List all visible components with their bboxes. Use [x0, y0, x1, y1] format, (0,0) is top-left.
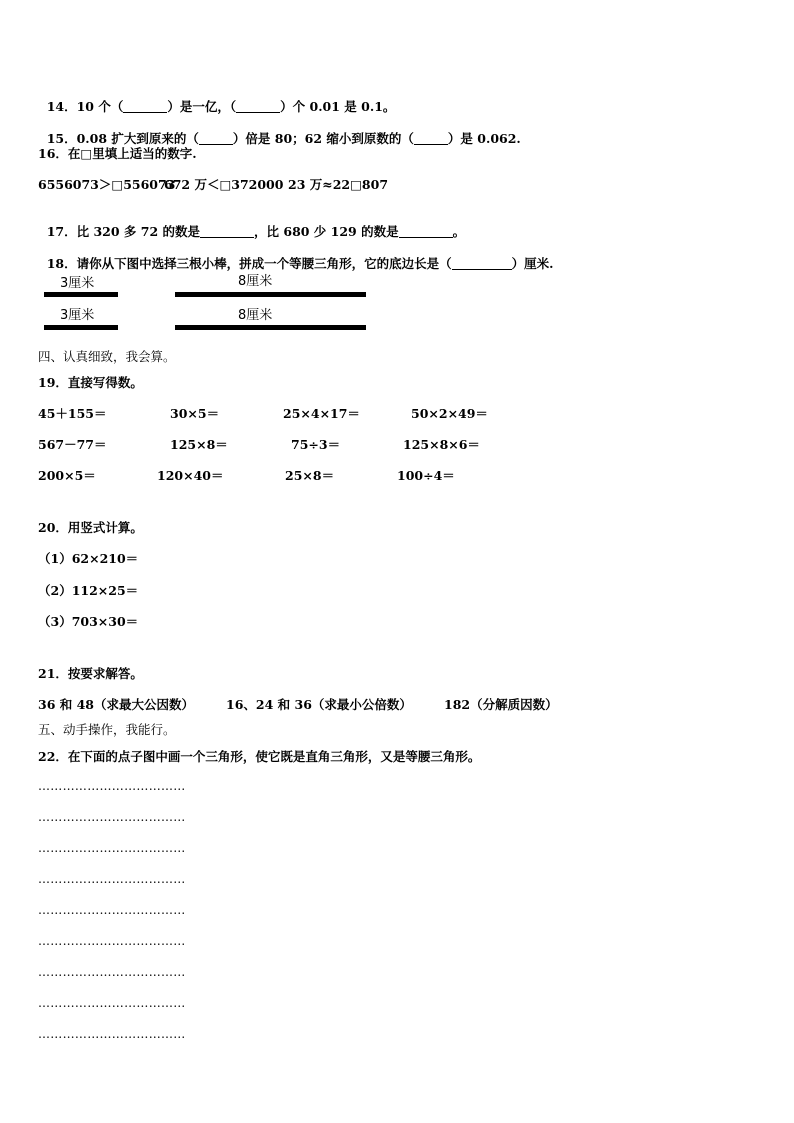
stick-label-3: 3厘米: [60, 308, 95, 323]
q19-r2-c1: 567－77＝: [38, 437, 107, 452]
q15-blank-2[interactable]: [414, 132, 448, 145]
q18-text-a: 18．请你从下图中选择三根小棒，拼成一个等腰三角形，它的底边长是（: [46, 256, 452, 271]
dot-grid-row-8[interactable]: ………………………………: [38, 996, 186, 1010]
question-15: [38, 115, 521, 147]
q19-r1-c1: 45＋155＝: [38, 406, 107, 421]
q14-text-c: ）个 0.01 是 0.1。: [280, 99, 396, 114]
dot-grid-row-1[interactable]: ………………………………: [38, 779, 186, 793]
dot-grid-row-2[interactable]: ………………………………: [38, 810, 186, 824]
q21-item-3: 182（分解质因数）: [444, 697, 558, 712]
q14-blank-1[interactable]: [123, 100, 167, 113]
q16-item-2: 672 万＜□372000: [164, 177, 284, 192]
question-14: [38, 83, 395, 115]
q18-blank[interactable]: [452, 257, 512, 270]
stick-3: [44, 325, 118, 330]
q19-r3-c3: 25×8＝: [285, 468, 335, 483]
q19-r3-c1: 200×5＝: [38, 468, 96, 483]
q19-r3-c2: 120×40＝: [157, 468, 224, 483]
q17-blank-2[interactable]: [399, 225, 453, 238]
q15-blank-1[interactable]: [199, 132, 233, 145]
question-20-title: 20．用竖式计算。: [38, 520, 143, 535]
question-17: [38, 208, 465, 240]
stick-1: [44, 292, 118, 297]
q17-text-c: 。: [452, 224, 466, 239]
q20-item-3: （3）703×30＝: [38, 614, 139, 629]
q15-text-c: ）是 0.062.: [447, 131, 521, 146]
section-4-heading: 四、认真细致，我会算。: [38, 349, 176, 364]
q21-item-1: 36 和 48（求最大公因数）: [38, 697, 194, 712]
q15-text-b: ）倍是 80；62 缩小到原数的（: [232, 131, 414, 146]
q19-r1-c4: 50×2×49＝: [411, 406, 488, 421]
dot-grid-row-7[interactable]: ………………………………: [38, 965, 186, 979]
dot-grid-row-4[interactable]: ………………………………: [38, 872, 186, 886]
question-18: [38, 240, 553, 272]
q14-text-b: ）是一亿，（: [167, 99, 237, 114]
section-5-heading: 五、动手操作，我能行。: [38, 722, 176, 737]
q21-item-2: 16、24 和 36（求最小公倍数）: [226, 697, 412, 712]
question-16-title: 16．在□里填上适当的数字.: [38, 146, 197, 161]
question-22-title: 22．在下面的点子图中画一个三角形，使它既是直角三角形，又是等腰三角形。: [38, 749, 481, 764]
dot-grid-row-5[interactable]: ………………………………: [38, 903, 186, 917]
dot-grid-row-6[interactable]: ………………………………: [38, 934, 186, 948]
q20-item-1: （1）62×210＝: [38, 551, 139, 566]
q15-text-a: 15．0.08 扩大到原来的（: [46, 131, 199, 146]
question-21-title: 21．按要求解答。: [38, 666, 143, 681]
q20-item-2: （2）112×25＝: [38, 583, 139, 598]
q17-blank-1[interactable]: [200, 225, 254, 238]
stick-2: [175, 292, 366, 297]
q14-text-a: 14．10 个（: [46, 99, 124, 114]
q18-text-b: ）厘米.: [511, 256, 554, 271]
q19-r2-c4: 125×8×6＝: [403, 437, 480, 452]
q17-text-b: ，比 680 少 129 的数是: [254, 224, 399, 239]
stick-4: [175, 325, 366, 330]
q19-r1-c2: 30×5＝: [170, 406, 220, 421]
dot-grid-row-3[interactable]: ………………………………: [38, 841, 186, 855]
stick-label-4: 8厘米: [238, 308, 273, 323]
q17-text-a: 17．比 320 多 72 的数是: [46, 224, 201, 239]
q19-r3-c4: 100÷4＝: [397, 468, 455, 483]
stick-label-2: 8厘米: [238, 274, 273, 289]
q14-blank-2[interactable]: [236, 100, 280, 113]
question-19-title: 19．直接写得数。: [38, 375, 143, 390]
q19-r1-c3: 25×4×17＝: [283, 406, 360, 421]
q19-r2-c2: 125×8＝: [170, 437, 228, 452]
q16-item-3: 23 万≈22□807: [288, 177, 389, 192]
stick-label-1: 3厘米: [60, 276, 95, 291]
dot-grid-row-9[interactable]: ………………………………: [38, 1027, 186, 1041]
q16-item-1: 6556073＞□556073: [38, 177, 176, 192]
q19-r2-c3: 75÷3＝: [291, 437, 341, 452]
